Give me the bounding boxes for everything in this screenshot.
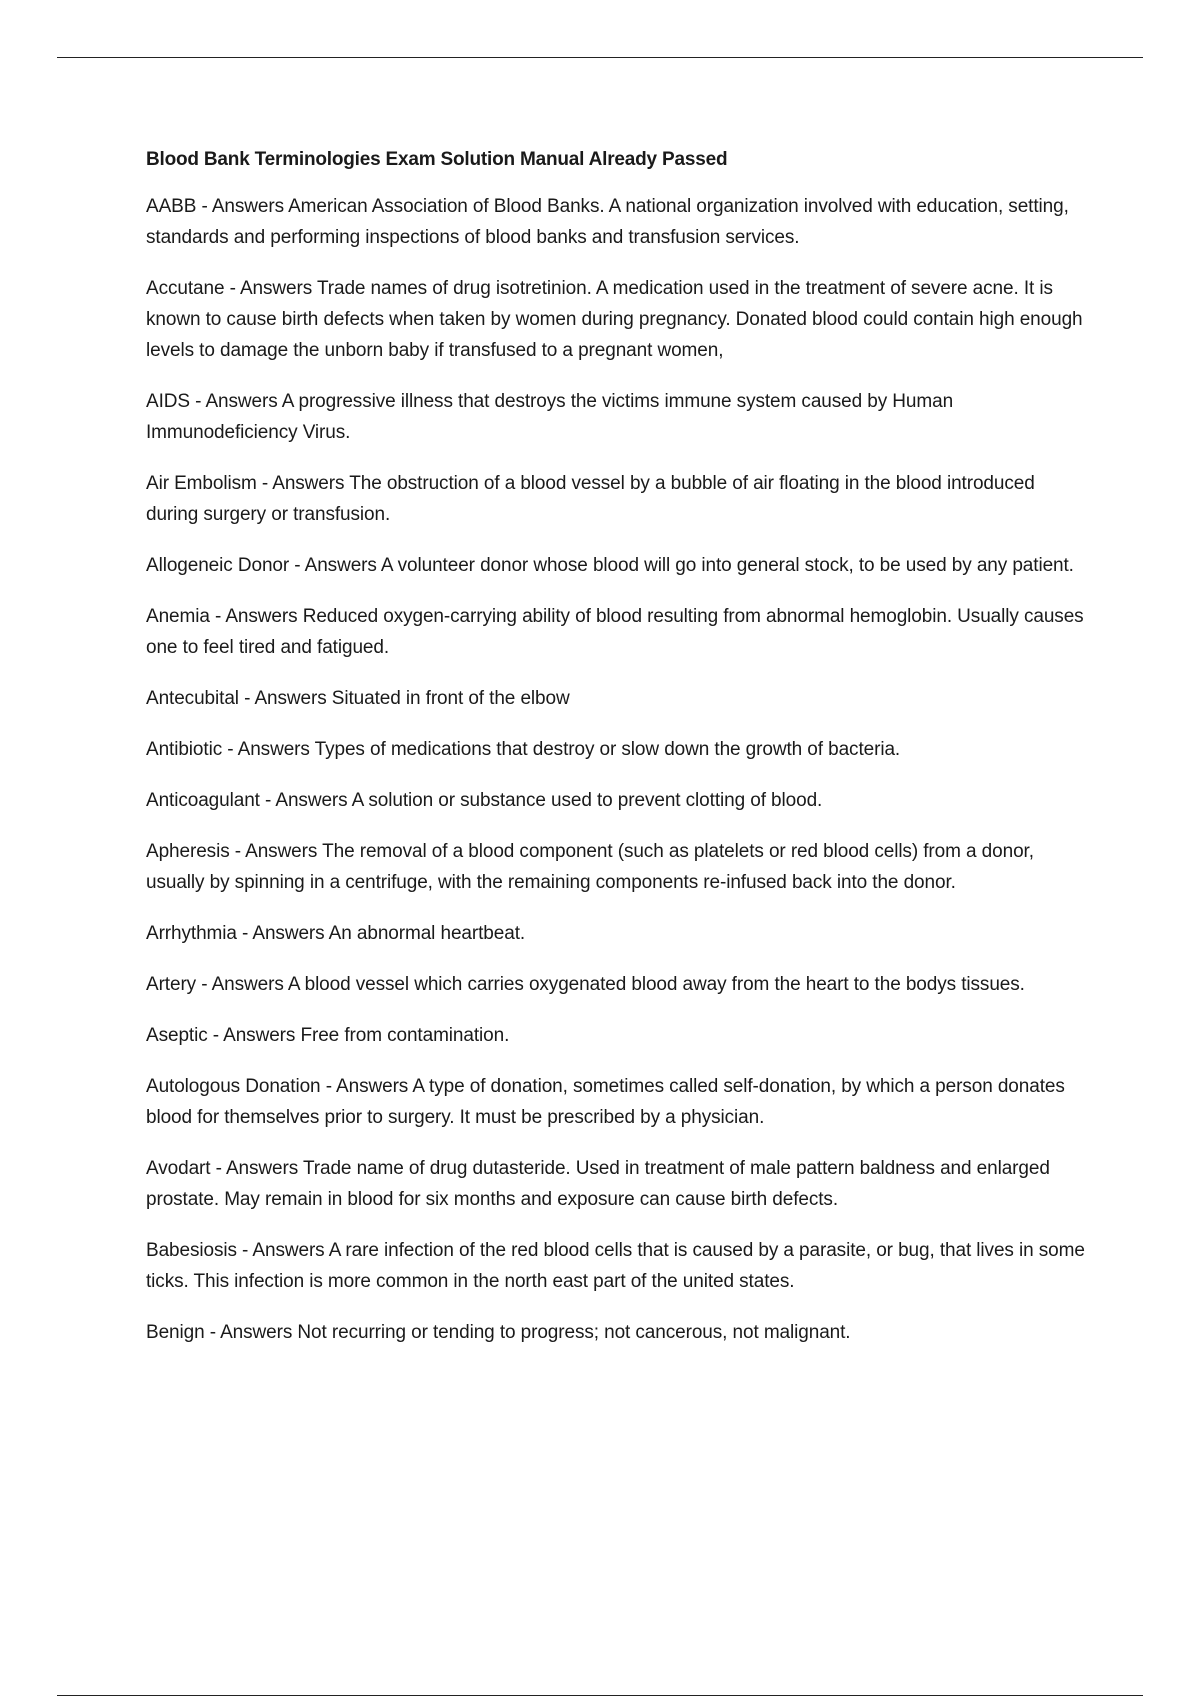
- term-entry: Artery - Answers A blood vessel which carries oxygenated blood away from the heart to the bodys tissues.: [146, 974, 1025, 995]
- term-entry: AIDS - Answers A progressive illness that destroys the victims immune system caused by Human Immunodeficiency Virus.: [146, 391, 954, 443]
- term-entry: AABB - Answers American Association of Blood Banks. A national organization involved with education, setting, standards and performing inspections of blood banks and transfusion services.: [146, 196, 1069, 248]
- term-entry: Allogeneic Donor - Answers A volunteer donor whose blood will go into general stock, to be used by any patient.: [146, 555, 1074, 576]
- term-entry: Autologous Donation - Answers A type of donation, sometimes called self-donation, by which a person donates blood for themselves prior to surgery. It must be prescribed by a physician.: [146, 1076, 1065, 1128]
- document-body: [146, 146, 1086, 1368]
- term-entry: Anemia - Answers Reduced oxygen-carrying ability of blood resulting from abnormal hemoglobin. Usually causes one to feel tired and fatigued.: [146, 606, 1084, 658]
- term-entry: Avodart - Answers Trade name of drug dutasteride. Used in treatment of male pattern baldness and enlarged prostate. May remain in blood for six months and exposure can cause birth defects.: [146, 1158, 1050, 1210]
- term-entry: Apheresis - Answers The removal of a blood component (such as platelets or red blood cells) from a donor, usually by spinning in a centrifuge, with the remaining components re-infused back into the donor.: [146, 841, 1034, 893]
- header-divider: [57, 57, 1143, 58]
- term-entry: Arrhythmia - Answers An abnormal heartbeat.: [146, 923, 526, 944]
- term-entry: Antibiotic - Answers Types of medications that destroy or slow down the growth of bacteria.: [146, 739, 901, 760]
- term-entry: Antecubital - Answers Situated in front of the elbow: [146, 688, 570, 709]
- term-entry: Aseptic - Answers Free from contamination.: [146, 1025, 510, 1046]
- term-entry: Air Embolism - Answers The obstruction of a blood vessel by a bubble of air floating in the blood introduced during surgery or transfusion.: [146, 473, 1035, 525]
- document-title: Blood Bank Terminologies Exam Solution Manual Already Passed: [146, 149, 728, 170]
- term-entry: Benign - Answers Not recurring or tending to progress; not cancerous, not malignant.: [146, 1322, 851, 1343]
- term-entry: Anticoagulant - Answers A solution or substance used to prevent clotting of blood.: [146, 790, 823, 811]
- term-entry: Babesiosis - Answers A rare infection of the red blood cells that is caused by a parasite, or bug, that lives in some ticks. This infection is more common in the north east part of the united states.: [146, 1240, 1085, 1292]
- term-entry: Accutane - Answers Trade names of drug isotretinion. A medication used in the treatment of severe acne. It is known to cause birth defects when taken by women during pregnancy. Donated blood could contain high enough levels to damage the unborn baby if transfused to a pregnant women,: [146, 278, 1083, 361]
- footer-divider: [57, 1695, 1143, 1696]
